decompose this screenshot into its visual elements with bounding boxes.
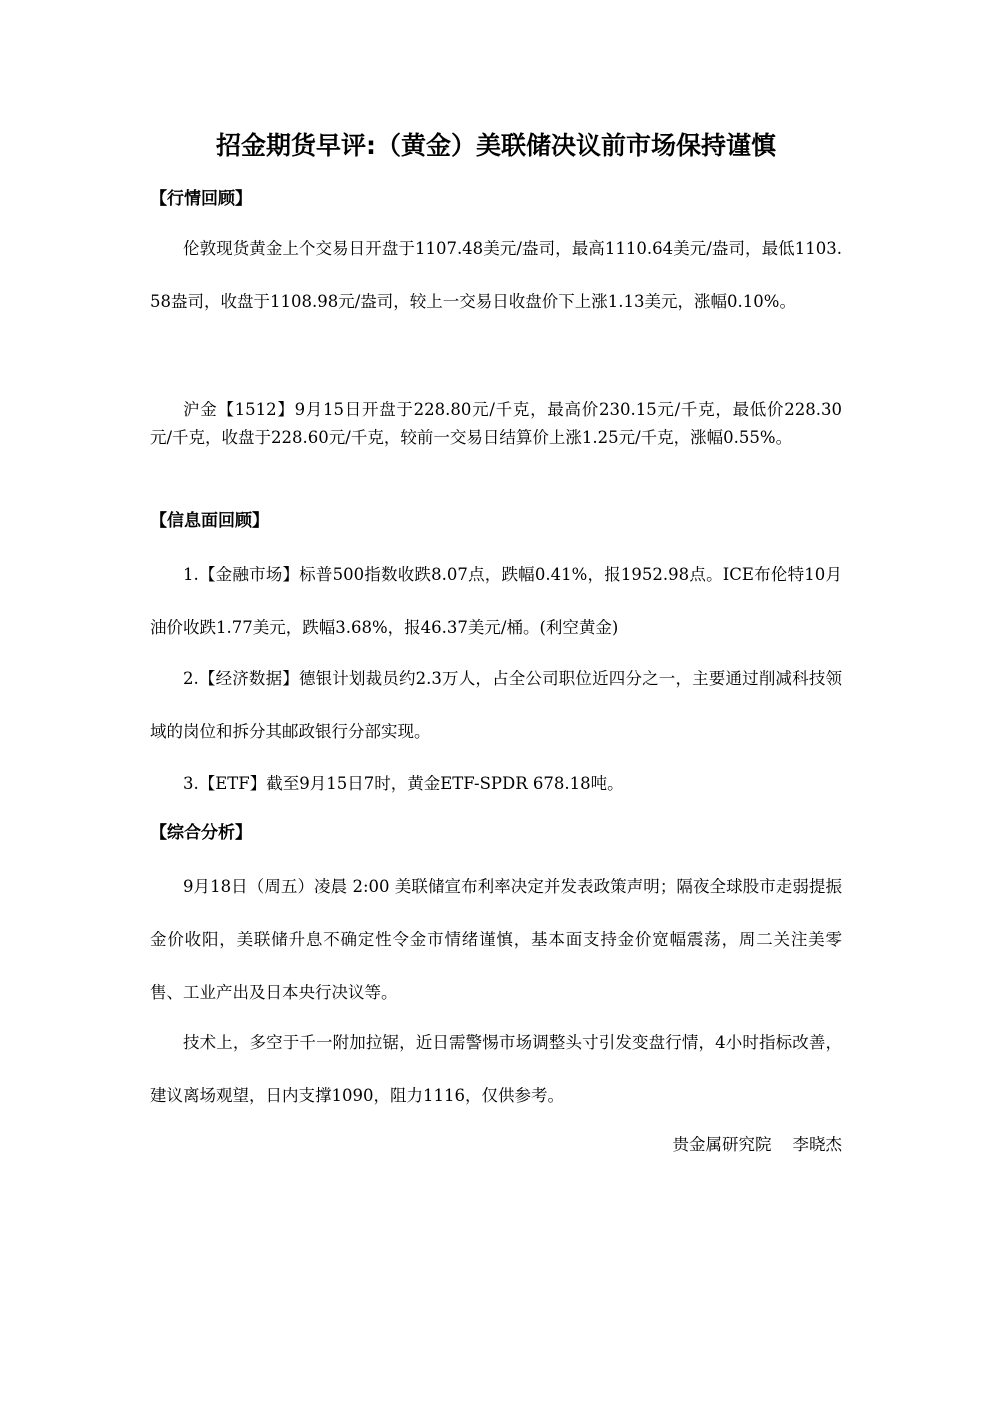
heading-news-review: 【信息面回顾】 [150, 511, 269, 531]
analysis-paragraph-fundamental: 9月18日（周五）凌晨 2:00 美联储宣布利率决定并发表政策声明；隔夜全球股市走弱提振金价收阳，美联储升息不确定性令金市情绪谨慎，基本面支持金价宽幅震荡，周二关注美零售、工业产出及日本央行决议等。 [150, 877, 842, 1002]
news-item-financial-market: 1.【金融市场】标普500指数收跌8.07点，跌幅0.41%，报1952.98点。ICE布伦特10月油价收跌1.77美元，跌幅3.68%，报46.37美元/桶。(利空黄金) [150, 565, 842, 637]
author-signature: 贵金属研究院 李晓杰 [672, 1135, 842, 1154]
news-item-economic-data: 2.【经济数据】德银计划裁员约2.3万人，占全公司职位近四分之一，主要通过削减科技领域的岗位和拆分其邮政银行分部实现。 [150, 669, 842, 741]
heading-analysis: 【综合分析】 [150, 823, 252, 843]
news-item-etf: 3.【ETF】截至9月15日7时，黄金ETF-SPDR 678.18吨。 [183, 774, 624, 793]
document-title: 招金期货早评:（黄金）美联储决议前市场保持谨慎 [216, 131, 776, 160]
market-review-london-gold: 伦敦现货黄金上个交易日开盘于1107.48美元/盎司，最高1110.64美元/盎司，最低1103.58盎司，收盘于1108.98元/盎司，较上一交易日收盘价下上涨1.13美元，涨幅0.10%。 [150, 239, 842, 311]
analysis-paragraph-technical: 技术上，多空于千一附加拉锯，近日需警惕市场调整头寸引发变盘行情，4小时指标改善，建议离场观望，日内支撑1090，阻力1116，仅供参考。 [150, 1033, 842, 1105]
market-review-shanghai-gold: 沪金【1512】9月15日开盘于228.80元/千克，最高价230.15元/千克，最低价228.30元/千克，收盘于228.60元/千克，较前一交易日结算价上涨1.25元/千克，涨幅0.55%。 [150, 400, 842, 447]
heading-market-review: 【行情回顾】 [150, 189, 252, 209]
